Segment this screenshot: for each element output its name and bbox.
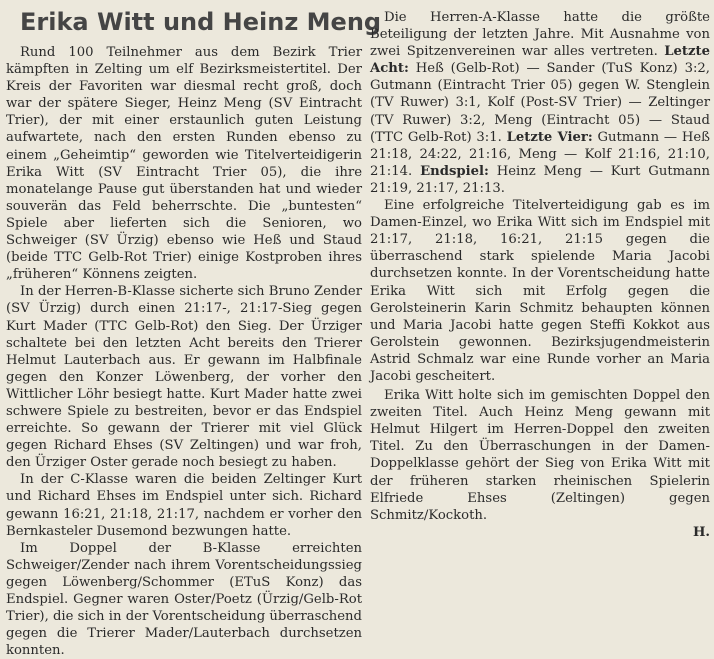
author-signature: H. [692, 524, 710, 540]
headline: Erika Witt und Heinz Meng [20, 8, 382, 36]
endspiel-result: Heinz Meng — Kurt Gutmann 21:19, 21:17, 21:13. [370, 163, 710, 196]
intro-paragraph: Rund 100 Teilnehmer aus dem Bezirk Trier kämpften in Zelting um elf Bezirksmeistertitel. Der Kreis der Favoriten war diesmal recht groß, doch war der spätere Sieger, Heinz Meng (SV Eintracht Trier), der mit einer erstaunlich guten Leistung aufwartete, nach den ersten Runden ebenso zu einem „Geheimtip“ geworden wie Titelverteidigerin Erika Witt (SV Eintracht Trier 05), die ihre monatelange Pause gut überstanden hat und wieder souverän das Feld beherrschte. Die „buntesten“ Spiele aber lieferten sich die Senioren, wo Schweiger (SV Ürzig) ebenso wie Heß und Staud (beide TTC Gelb-Rot Trier) einige Kostproben ihres „früheren“ Könnens zeigten. [6, 45, 362, 283]
herren-a-intro: Die Herren-A-Klasse hatte die größte Beteiligung der letzten Jahre. Mit Ausnahme von zwei Spitzenvereinen war alles vertreten. [370, 10, 710, 60]
letzte-acht-results: Heß (Gelb-Rot) — Sander (TuS Konz) 3:2, Gutmann (Eintracht Trier 05) gegen W. Stenglein (TV Ruwer) 3:1, Kolf (Post-SV Trier) — Zeltinger (TV Ruwer) 3:2, Meng (Eintracht 05) — Staud (TTC Gelb-Rot) 3:1. [370, 61, 710, 145]
c-klasse-paragraph: In der C-Klasse waren die beiden Zeltinger Kurt und Richard Ehses im Endspiel unter sich. Richard gewann 16:21, 21:18, 21:17, nachdem er vorher den Bernkasteler Dusemond bezwungen hatte. [6, 472, 362, 539]
herren-a-paragraph [370, 9, 710, 197]
letzte-vier-label: Letzte Vier: [506, 129, 593, 145]
herren-b-paragraph: In der Herren-B-Klasse sicherte sich Bruno Zender (SV Ürzig) durch einen 21:17-, 21:17-Sieg gegen Kurt Mader (TTC Gelb-Rot) den Sieg. Der Ürziger schaltete bei den letzten Acht bereits den Trierer Helmut Lauterbach aus. Er gewann im Halbfinale gegen den Konzer Löwenberg, der vorher den Wittlicher Löhr besiegt hatte. Kurt Mader hatte zwei schwere Spiele zu bestreiten, bevor er das Endspiel erreichte. So gewann der Trierer mit viel Glück gegen Richard Ehses (SV Zeltingen) und war froh, den Ürziger Oster gerade noch besiegt zu haben. [6, 284, 362, 471]
letzte-vier-results: Gutmann — Heß 21:18, 24:22, 21:16, Meng — Kolf 21:16, 21:10, 21:14. [370, 129, 710, 179]
left-column [6, 44, 362, 659]
damen-einzel-paragraph: Eine erfolgreiche Titelverteidigung gab es im Damen-Einzel, wo Erika Witt sich im Endspiel mit 21:17, 21:18, 16:21, 21:15 gegen die überraschend stark spielende Maria Jacobi durchsetzen konnte. In der Vorentscheidung hatte Erika Witt sich mit Erfolg gegen die Gerolsteinerin Karin Schmitz behaupten können und Maria Jacobi hatte gegen Steffi Kokkot aus Gerolstein gewonnen. Bezirksjugendmeisterin Astrid Schmalz war eine Runde vorher an Maria Jacobi gescheitert. [370, 198, 710, 384]
right-column [370, 9, 710, 541]
doppel-b-paragraph: Im Doppel der B-Klasse erreichten Schweiger/Zender nach ihrem Vorentscheidungssieg gegen Löwenberg/Schommer (ETuS Konz) das Endspiel. Gegner waren Oster/Poetz (Ürzig/Gelb-Rot Trier), die sich in der Vorentscheidung überraschend gegen die Trierer Mader/Lauterbach durchsetzen konnten. [6, 540, 362, 659]
endspiel-label: Endspiel: [420, 163, 489, 179]
letzte-acht-label: Letzte Acht: [370, 44, 710, 77]
doppel-paragraph: Erika Witt holte sich im gemischten Doppel den zweiten Titel. Auch Heinz Meng gewann mit Helmut Hilgert im Herren-Doppel den zweiten Titel. Zu den Überraschungen in der Damen-Doppelklasse gehört der Sieg von Erika Witt mit der früheren starken rheinischen Spielerin Elfriede Ehses (Zeltingen) gegen Schmitz/Kockoth. [370, 388, 710, 523]
